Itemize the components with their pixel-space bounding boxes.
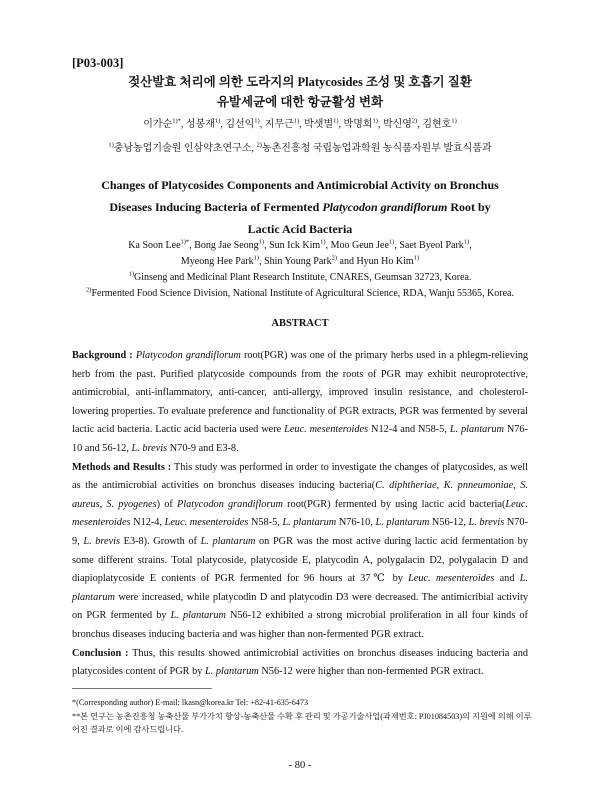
english-title-line-2a: Diseases Inducing Bacteria of Fermented — [109, 200, 323, 214]
methods-label: Methods and Results : — [72, 461, 172, 473]
english-authors-line-1: Ka Soon Lee$^{1)*}$, Bong Jae Seong$^{1)}$, Sun Ick Kim$^{1)}$, Moo Geun Jee$^{1)}$, Saet Byeol Park$^{1)}$, — [128, 238, 472, 251]
english-title-species: Platycodon grandiflorum — [322, 200, 448, 214]
abstract-body — [72, 347, 528, 682]
background-paragraph: Background : Platycodon grandiflorum root(PGR) was one of the primary herbs used in a phlegm-relieving herb from the past. Purified platycoside compounds from the roots of PGR may exhibit neuroprotective, antimicrobial, anti-inflammatory, anti-cancer, anti-allergy, improved insulin resistance, and cholesterol-lowering properties. To evaluate preference and functionality of PGR extracts, PGR was fermented by several lactic acid bacteria. Lactic acid bacteria used were Leuc. mesenteroides N12-4 and N58-5, L. plantarum N76-10 and 56-12, L. brevis N70-9 and E3-8. — [72, 350, 528, 454]
english-title — [50, 174, 550, 240]
korean-affiliations: $^{1)}$충남농업기술원 인삼약초연구소, $^{2)}$농촌진흥청 국립농업과학원 농식품자원부 발효식품과 — [108, 141, 492, 154]
conclusion-paragraph: Conclusion : Thus, this results showed antimicrobial activities on bronchus diseases inducing bacteria and platycosides content of PGR by L. plantarum N56-12 were higher than non-fermented PGR extract. — [72, 647, 528, 678]
background-label: Background : — [72, 350, 133, 361]
english-affiliation-2: $^{2)}$Fermented Food Science Division, National Institute of Agricultural Science, RDA, Wanju 55365, Korea. — [86, 286, 514, 299]
english-title-line-3: Lactic Acid Bacteria — [247, 222, 353, 236]
english-affiliation-1: $^{1)}$Ginseng and Medicinal Plant Research Institute, CNARES, Geumsan 32723, Korea. — [128, 270, 472, 283]
footnote-corresponding-author: *(Corresponding author) E-mail: lkasn@korea.kr Tel: +82-41-635-6473 — [72, 698, 309, 707]
korean-title-line-1: 젖산발효 처리에 의한 도라지의 Platycosides 조성 및 호흡기 질환 — [128, 75, 472, 89]
korean-authors: 이가순$^{1)*}$, 성봉재$^{1)}$, 김선익$^{1)}$, 지무근$^{1)}$, 박샛별$^{1)}$, 박명희$^{1)}$, 박신영$^{2)}$, 김현호$^{1)}$ — [143, 117, 457, 130]
abstract-heading: ABSTRACT — [271, 318, 329, 329]
english-title-line-1: Changes of Platycosides Components and Antimicrobial Activity on Bronchus — [101, 178, 499, 192]
footnote-divider — [72, 688, 212, 689]
english-authors-line-2: Myeong Hee Park$^{1)}$, Shin Young Park$^{2)}$ and Hyun Ho Kim$^{1)}$ — [180, 254, 420, 267]
korean-title-line-2: 유발세균에 대한 항균활성 변화 — [216, 95, 384, 109]
poster-code: [P03-003] — [72, 56, 124, 70]
english-title-line-2c: Root by — [447, 200, 491, 214]
page-number: - 80 - — [288, 760, 312, 771]
methods-paragraph: Methods and Results : This study was performed in order to investigate the changes of platycosides, as well as the antimicrobial activities on bronchus diseases inducing bacteria(C. diphtheriae, K. pnneumoniae, S. aureus, S. pyogenes) of Platycodon grandiflorum root(PGR) fermented by using lactic acid bacteria(Leuc. mesenteroides N12-4, Leuc. mesenteroides N58-5, L. plantarum N76-10, L. plantarum N56-12, L. brevis N70-9, L. brevis E3-8). Growth of L. plantarum on PGR was the most active during lactic acid fermentation by some different strains. Total platycoside, platycoside E, platycodin A, polygalacin D2, polygalacin D and diapioplatycoside E contents of PGR fermented for 96 hours at 37℃ by Leuc. mesenteroides and L. plantarum were increased, while platycodin D and platycodin D3 were decreased. The antimicribial activity on PGR fermented by L. plantarum N56-12 exhibited a strong microbial proliferation in all four kinds of bronchus diseases inducing bacteria and was higher than non-fermented PGR extract. — [72, 461, 529, 640]
footnote-funding: **본 연구는 농촌진흥청 농축산물 부가가치 향상-농축산물 수확 후 관리 및 가공기술사업(과제번호: PJ01084503)의 지원에 의해 이루어진 결과로 이에 감사드립니다. — [72, 712, 532, 734]
conclusion-label: Conclusion : — [72, 647, 129, 659]
